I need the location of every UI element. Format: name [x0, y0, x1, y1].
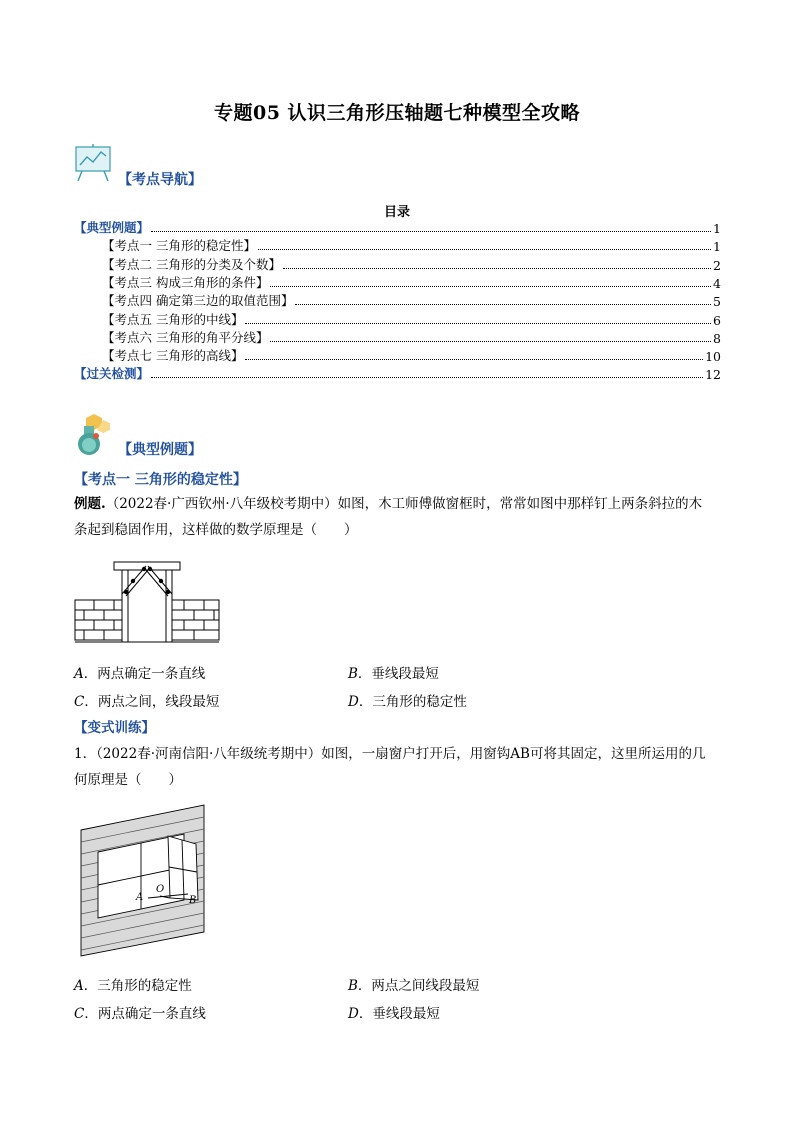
toc-row[interactable]: [102, 328, 721, 346]
toc-row[interactable]: [74, 364, 721, 382]
option-b[interactable]: [348, 974, 479, 994]
toc-row[interactable]: [102, 291, 721, 309]
option-a[interactable]: [74, 662, 205, 682]
option-text: ．两点之间，线段最短: [84, 694, 220, 710]
option-text: ．垂线段最短: [358, 1006, 440, 1022]
option-d[interactable]: [348, 1002, 440, 1022]
option-text: ．三角形的稳定性: [83, 978, 192, 994]
example-prefix: 例题.: [74, 496, 106, 512]
toc-row[interactable]: [102, 236, 721, 254]
toc-leader: [245, 322, 711, 324]
option-letter: A: [74, 978, 84, 994]
option-d[interactable]: [348, 690, 467, 710]
toc-leader: [270, 285, 711, 287]
easel-icon: [74, 143, 120, 183]
toc-page-number: 8: [713, 330, 721, 346]
toc-label: 【考点二 三角形的分类及个数】: [102, 256, 281, 272]
option-text: ．垂线段最短: [357, 666, 439, 682]
option-letter: C: [74, 694, 85, 710]
option-b[interactable]: [348, 662, 439, 682]
toc-page-number: 6: [713, 312, 721, 328]
point-b-label: B: [189, 895, 197, 906]
toc-title: 目录: [383, 205, 410, 220]
example-text-line2: 条起到稳固作用，这样做的数学原理是（ ）: [74, 522, 358, 538]
toc-row[interactable]: [102, 273, 721, 291]
toc-page-number: 10: [705, 349, 721, 365]
option-a[interactable]: [74, 974, 192, 994]
toc-page-number: 1: [713, 221, 721, 236]
option-c[interactable]: [74, 690, 219, 710]
flask-icon: [72, 412, 116, 456]
point-a-label: A: [136, 892, 144, 903]
example-text-line1: （2022春·广西钦州·八年级校考期中）如图，木工师傅做窗框时，常常如图中那样钉上两条斜拉的木: [105, 496, 703, 512]
toc-label: 【考点三 构成三角形的条件】: [102, 274, 269, 290]
q1-text-line2: 何原理是（ ）: [74, 772, 182, 788]
option-letter: C: [74, 1006, 85, 1022]
toc-label: 【考点七 三角形的高线】: [102, 348, 244, 364]
option-letter: D: [348, 694, 359, 710]
topic1-heading: 【考点一 三角形的稳定性】: [74, 472, 247, 488]
option-text: ．三角形的稳定性: [358, 694, 467, 710]
examples-heading: 【典型例题】: [118, 442, 202, 458]
toc-label: 【考点四 确定第三边的取值范围】: [102, 293, 294, 309]
toc-page-number: 12: [705, 367, 721, 383]
toc-row[interactable]: [102, 346, 721, 364]
page-title: 专题05 认识三角形压轴题七种模型全攻略: [213, 102, 581, 124]
toc-leader: [151, 376, 703, 378]
option-text: ．两点之间线段最短: [357, 978, 480, 994]
point-o-label: O: [156, 884, 165, 895]
toc-leader: [258, 248, 711, 250]
toc-leader: [245, 358, 703, 360]
toc-leader: [295, 303, 711, 305]
toc-leader: [270, 340, 711, 342]
variant-heading: 【变式训练】: [74, 720, 155, 736]
toc-page-number: 4: [713, 275, 721, 291]
option-text: ．两点确定一条直线: [84, 1006, 206, 1022]
option-text: ．两点确定一条直线: [83, 666, 206, 682]
toc-page-number: 5: [713, 294, 721, 310]
nav-heading: 【考点导航】: [118, 172, 202, 188]
example-question: [74, 491, 734, 543]
open-window-figure: [76, 800, 216, 960]
q1-text-line1: 1．（2022春·河南信阳·八年级统考期中）如图，一扇窗户打开后，用窗钩AB可将其固定，这里所运用的几: [74, 746, 706, 762]
option-letter: B: [348, 978, 358, 994]
toc-label: 【考点一 三角形的稳定性】: [102, 238, 256, 254]
toc-page-number: 1: [713, 239, 721, 255]
toc-label: 【考点五 三角形的中线】: [102, 311, 244, 327]
window-frame-figure: [74, 558, 220, 643]
toc-row[interactable]: [102, 255, 721, 273]
toc-label: 【过关检测】: [74, 366, 150, 382]
q1-question: [74, 741, 744, 793]
option-letter: D: [348, 1006, 359, 1022]
toc-page-number: 2: [713, 257, 721, 273]
toc-leader: [151, 230, 711, 232]
option-letter: B: [348, 666, 358, 682]
option-letter: A: [74, 666, 84, 682]
toc-label: 【考点六 三角形的角平分线】: [102, 329, 269, 345]
toc-leader: [283, 267, 711, 269]
option-c[interactable]: [74, 1002, 206, 1022]
toc-label: 【典型例题】: [74, 220, 150, 235]
toc-row[interactable]: [102, 310, 721, 328]
toc-row[interactable]: [74, 218, 721, 236]
